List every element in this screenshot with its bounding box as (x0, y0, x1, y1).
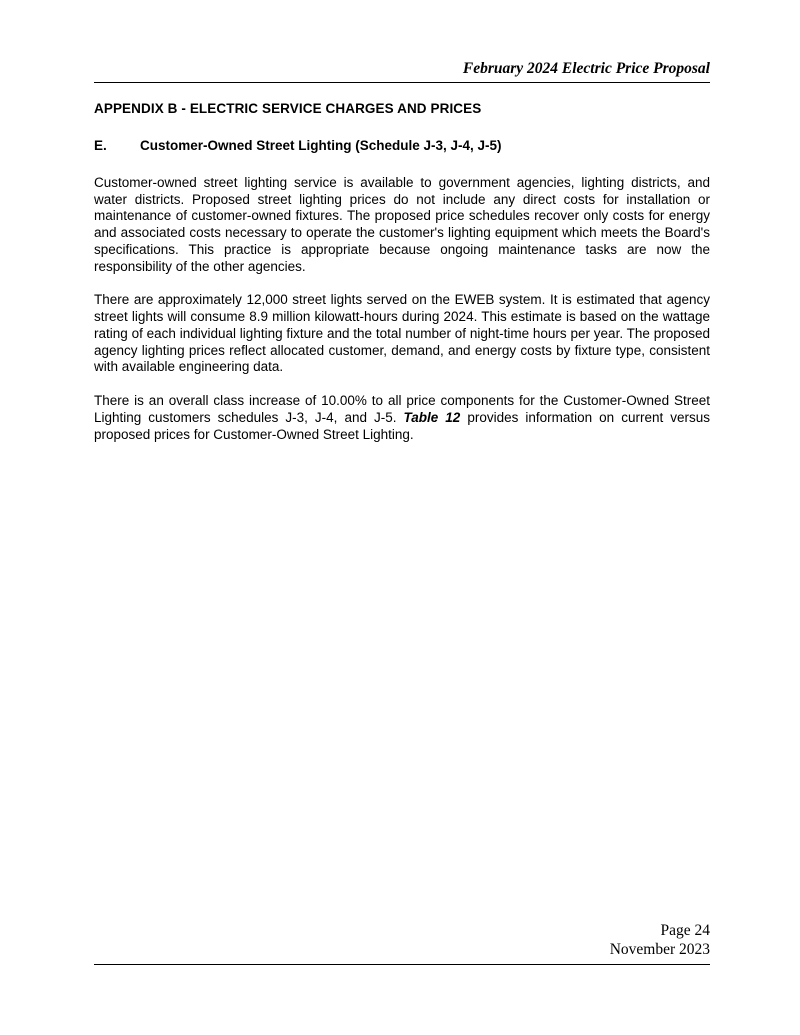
paragraph-class-increase-tail: provides information on current versus proposed prices for Customer-Owned Street Lighting. (94, 409, 711, 442)
page-header (94, 60, 710, 82)
section-label: E. (94, 138, 107, 153)
header-rule (94, 82, 710, 83)
paragraph-class-increase (94, 393, 710, 443)
section-heading (94, 138, 710, 153)
paragraph-system-estimate: There are approximately 12,000 street lights served on the EWEB system. It is estimated that agency street lights will consume 8.9 million kilowatt-hours during 2024. This estimate is based on the wattage rating of each individual lighting fixture and the total number of night-time hours per year. The proposed agency lighting prices reflect allocated customer, demand, and energy costs by fixture type, consistent with available engineering data. (94, 292, 710, 375)
page-footer (94, 922, 710, 965)
footer-rule (94, 964, 710, 965)
section-title: Customer-Owned Street Lighting (Schedule J-3, J-4, J-5) (140, 138, 502, 153)
footer-date: November 2023 (609, 940, 710, 958)
paragraph-class-increase-text: There is an overall class increase of 10.00% to all price components for the Customer-Owned Street Lighting customers schedules J-3, J-4, and J-5. (94, 393, 710, 425)
table-12-reference: Table 12 (403, 409, 461, 425)
header-title: February 2024 Electric Price Proposal (462, 60, 710, 77)
paragraph-service-availability: Customer-owned street lighting service is available to government agencies, lighting districts, and water districts. Proposed street lighting prices do not include any direct costs for installation or maintenance of customer-owned fixtures. The proposed price schedules recover only costs for energy and associated costs necessary to operate the customer's lighting equipment which meets the Board's specifications. This practice is appropriate because ongoing maintenance tasks are now the responsibility of the other agencies. (94, 175, 710, 274)
page-content (94, 60, 710, 460)
appendix-heading: APPENDIX B - ELECTRIC SERVICE CHARGES AND PRICES (94, 101, 482, 116)
footer-page-number: Page 24 (660, 922, 710, 939)
